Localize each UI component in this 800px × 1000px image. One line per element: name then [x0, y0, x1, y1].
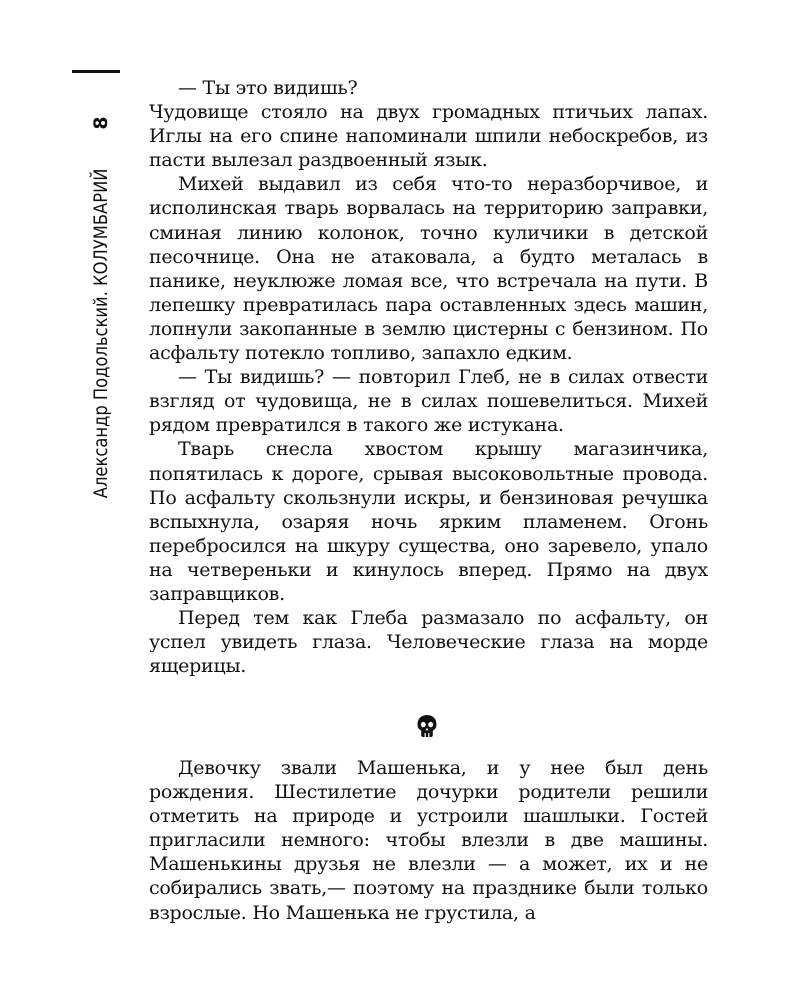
paragraph: — Ты видишь? — повторил Глеб, не в силах отвести взгляд от чудовища, не в силах пошевелиться. Михей рядом превратился в такого же истукана.	[149, 366, 708, 437]
text-section-2	[149, 756, 708, 925]
text-section-1	[149, 76, 708, 678]
paragraph: Чудовище стояло на двух громадных птичьих лапах. Иглы на его спине напоминали шпили небоскребов, из пасти вылезал раздвоенный язык.	[149, 101, 708, 172]
paragraph: Михей выдавил из себя что-то неразборчивое, и исполинская тварь ворвалась на территорию заправки, сминая линию колонок, точно куличики в детской песочнице. Она не атаковала, а будто металась в панике, неуклюже ломая все, что встречала на пути. В лепешку превратилась пара оставленных здесь машин, лопнули закопанные в землю цистерны с бензином. По асфальту потекло топливо, запахло едким.	[149, 173, 708, 365]
page-number: 8	[90, 116, 112, 130]
paragraph: Девочку звали Машенька, и у нее был день рождения. Шестилетие дочурки родители решили отметить на природе и устроили шашлыки. Гостей пригласили немного: чтобы влезли в две машины. Машенькины друзья не влезли — а может, их и не собирались звать,— поэтому на празднике были только взрослые. Но Машенька не грустила, а	[149, 757, 708, 924]
paragraph: Перед тем как Глеба размазало по асфальту, он успел увидеть глаза. Человеческие глаза на морде ящерицы.	[149, 607, 708, 678]
running-title: Александр Подольский. КОЛУМБАРИЙ	[90, 168, 112, 499]
paragraph: Тварь снесла хвостом крышу магазинчика, попятилась к дороге, срывая высоковольтные провода. По асфальту скользнули искры, и бензиновая речушка вспыхнула, озаряя ночь ярким пламенем. Огонь перебросился на шкуру существа, оно заревело, упало на четвереньки и кинулось вперед. Прямо на двух заправщиков.	[149, 438, 708, 605]
skull-icon	[416, 714, 438, 738]
header-rule	[72, 70, 120, 73]
paragraph: — Ты это видишь?	[178, 77, 358, 99]
